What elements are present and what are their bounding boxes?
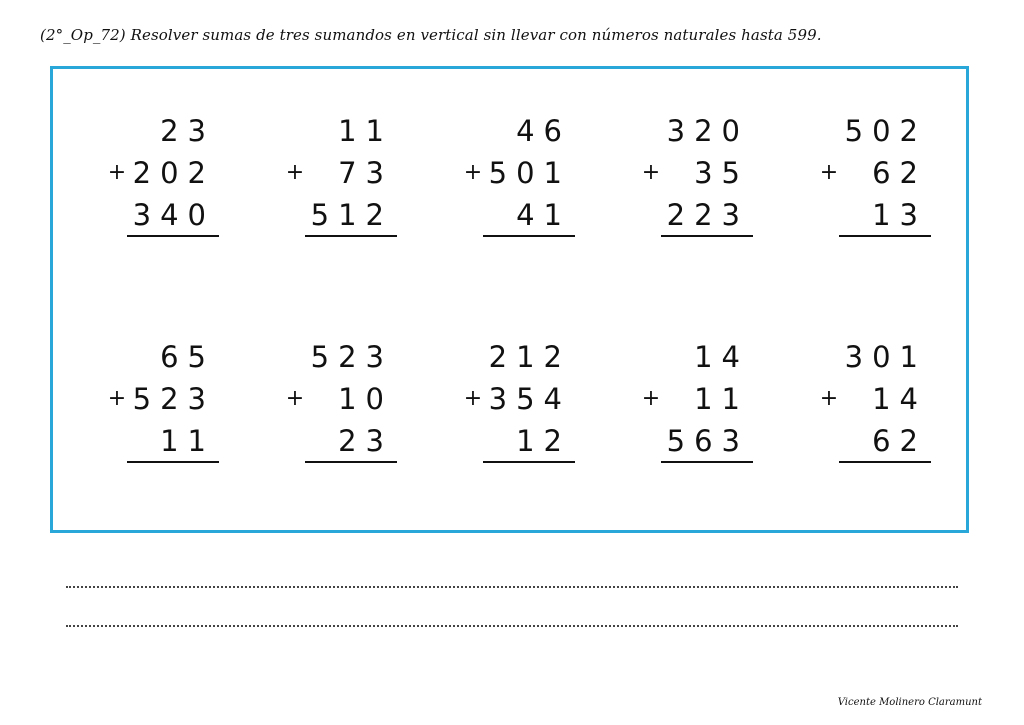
- addend-number: 10: [338, 382, 393, 416]
- addend-row: [463, 339, 575, 375]
- addend-row: [285, 339, 397, 375]
- plus-sign: +: [819, 386, 839, 411]
- worksheet-title: (2°_Op_72) Resolver sumas de tres sumandos en vertical sin llevar con números naturales hasta 599.: [40, 26, 822, 44]
- addend-row: [819, 197, 931, 233]
- addend-number: 11: [160, 424, 215, 458]
- addend-number: 501: [488, 156, 571, 190]
- addend-number: 502: [844, 114, 927, 148]
- sum-line: [483, 235, 575, 237]
- addend-number: 14: [872, 382, 927, 416]
- addition-problem: [819, 339, 931, 469]
- addition-problem: [107, 113, 219, 243]
- addend-row: [107, 197, 219, 233]
- sum-line: [305, 461, 397, 463]
- addend-row: [463, 197, 575, 233]
- sum-line: [661, 461, 753, 463]
- plus-sign: +: [641, 160, 661, 185]
- addend-row: [641, 423, 753, 459]
- sum-line: [127, 461, 219, 463]
- plus-sign: +: [641, 386, 661, 411]
- addend-row: [641, 381, 753, 417]
- addend-number: 14: [694, 340, 749, 374]
- sum-line: [839, 461, 931, 463]
- addition-problem: [285, 339, 397, 469]
- addend-row: [285, 197, 397, 233]
- addend-number: 523: [310, 340, 393, 374]
- addition-problem: [285, 113, 397, 243]
- addend-row: [819, 113, 931, 149]
- sum-line: [661, 235, 753, 237]
- addend-number: 563: [666, 424, 749, 458]
- addend-number: 41: [516, 198, 571, 232]
- addend-number: 11: [694, 382, 749, 416]
- addend-row: [819, 381, 931, 417]
- addend-row: [285, 155, 397, 191]
- addend-number: 46: [516, 114, 571, 148]
- addend-number: 35: [694, 156, 749, 190]
- addition-problem: [819, 113, 931, 243]
- plus-sign: +: [819, 160, 839, 185]
- addend-number: 512: [310, 198, 393, 232]
- addend-number: 223: [666, 198, 749, 232]
- sum-line: [839, 235, 931, 237]
- addition-problem: [463, 113, 575, 243]
- addend-row: [641, 113, 753, 149]
- plus-sign: +: [285, 160, 305, 185]
- addend-row: [819, 339, 931, 375]
- addend-row: [641, 197, 753, 233]
- addend-number: 23: [160, 114, 215, 148]
- sum-line: [483, 461, 575, 463]
- addend-number: 212: [488, 340, 571, 374]
- addend-number: 62: [872, 424, 927, 458]
- plus-sign: +: [463, 160, 483, 185]
- addend-row: [107, 339, 219, 375]
- plus-sign: +: [285, 386, 305, 411]
- sum-line: [127, 235, 219, 237]
- addend-row: [107, 381, 219, 417]
- addend-row: [107, 113, 219, 149]
- addend-number: 202: [132, 156, 215, 190]
- addend-row: [463, 381, 575, 417]
- addend-row: [463, 423, 575, 459]
- author-signature: Vicente Molinero Claramunt: [837, 697, 982, 708]
- sum-line: [305, 235, 397, 237]
- addend-number: 11: [338, 114, 393, 148]
- plus-sign: +: [107, 386, 127, 411]
- addend-number: 340: [132, 198, 215, 232]
- plus-sign: +: [107, 160, 127, 185]
- addend-row: [107, 423, 219, 459]
- addend-number: 301: [844, 340, 927, 374]
- plus-sign: +: [463, 386, 483, 411]
- addend-row: [819, 155, 931, 191]
- addend-row: [819, 423, 931, 459]
- answer-line: [66, 586, 958, 588]
- addition-problem: [463, 339, 575, 469]
- addend-row: [107, 155, 219, 191]
- addend-row: [463, 155, 575, 191]
- addend-number: 12: [516, 424, 571, 458]
- addend-row: [463, 113, 575, 149]
- addend-row: [285, 381, 397, 417]
- addend-number: 354: [488, 382, 571, 416]
- addend-row: [285, 423, 397, 459]
- addition-problem: [107, 339, 219, 469]
- addend-number: 523: [132, 382, 215, 416]
- addend-number: 65: [160, 340, 215, 374]
- addend-number: 73: [338, 156, 393, 190]
- addend-number: 23: [338, 424, 393, 458]
- answer-line: [66, 625, 958, 627]
- addend-number: 62: [872, 156, 927, 190]
- addend-row: [285, 113, 397, 149]
- addend-row: [641, 339, 753, 375]
- exercise-frame: [50, 66, 969, 533]
- addition-problem: [641, 113, 753, 243]
- addition-problem: [641, 339, 753, 469]
- addend-number: 13: [872, 198, 927, 232]
- addend-number: 320: [666, 114, 749, 148]
- addend-row: [641, 155, 753, 191]
